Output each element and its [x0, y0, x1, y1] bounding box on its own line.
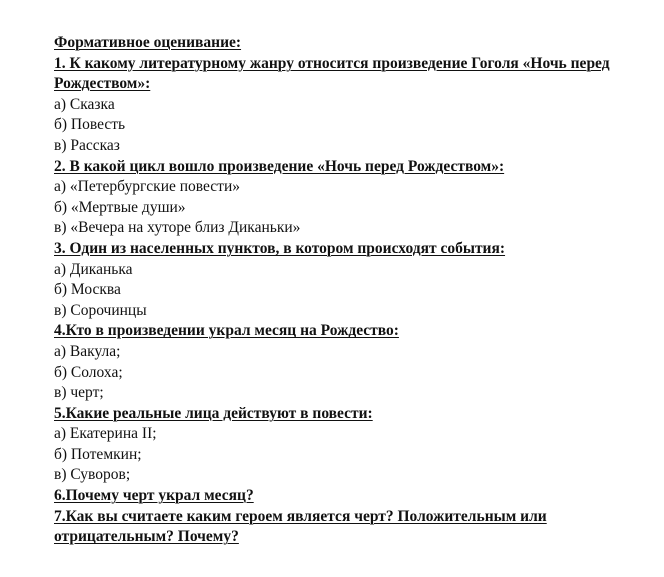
question-1-option-c: в) Рассказ — [54, 136, 120, 154]
question-1-option-b: б) Повесть — [54, 116, 126, 134]
question-2-option-a: а) «Петербургские повести» — [54, 178, 240, 196]
question-3-option-b: б) Москва — [54, 281, 121, 299]
question-7: 7.Как вы считаете каким героем является черт? Положительным или отрицательным? Почему? — [54, 507, 547, 546]
question-1: 1. К какому литературному жанру относится произведение Гоголя «Ночь перед Рождеством»: — [54, 54, 610, 93]
question-4-option-c: в) черт; — [54, 384, 104, 402]
question-3-option-a: а) Диканька — [54, 260, 133, 278]
question-3-option-c: в) Сорочинцы — [54, 301, 147, 319]
question-5-option-c: в) Суворов; — [54, 466, 131, 484]
question-1-option-a: а) Сказка — [54, 95, 115, 113]
question-2: 2. В какой цикл вошло произведение «Ночь перед Рождеством»: — [54, 157, 505, 175]
question-5: 5.Какие реальные лица действуют в повести: — [54, 404, 373, 422]
question-2-option-c: в) «Вечера на хуторе близ Диканьки» — [54, 219, 301, 237]
worksheet-title: Формативное оценивание: — [54, 34, 242, 51]
question-3: 3. Один из населенных пунктов, в котором происходят события: — [54, 239, 506, 257]
question-2-option-b: б) «Мертвые души» — [54, 198, 186, 216]
question-6: 6.Почему черт украл месяц? — [54, 487, 254, 505]
question-5-option-b: б) Потемкин; — [54, 445, 142, 463]
question-4-option-b: б) Солоха; — [54, 363, 123, 381]
worksheet — [54, 33, 660, 548]
question-5-option-a: а) Екатерина II; — [54, 425, 157, 443]
question-4: 4.Кто в произведении украл месяц на Рождество: — [54, 322, 399, 340]
question-4-option-a: а) Вакула; — [54, 342, 121, 360]
